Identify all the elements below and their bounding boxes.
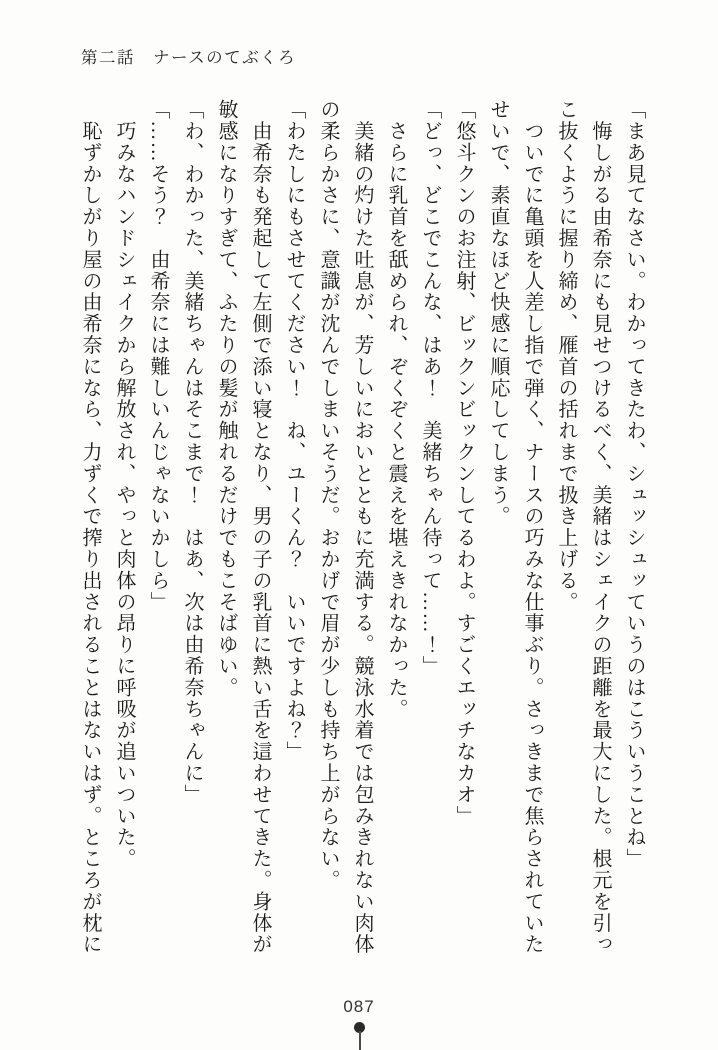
text-column: 美緒の灼けた吐息が、芳しいにおいとともに充満する。競泳水着では包みきれない肉体 <box>351 99 373 955</box>
footer-ornament-stem <box>359 1031 361 1050</box>
text-column: 由希奈も発起して左側で添い寝となり、男の子の乳首に熱い舌を這わせてきた。身体が <box>249 99 271 955</box>
text-column: せいで、素直なほど快感に順応してしまう。 <box>487 99 509 527</box>
text-column: 敏感になりすぎて、ふたりの髪が触れるだけでもこそばゆい。 <box>215 99 237 699</box>
text-column: 「わたしにもさせてください！ ね、ユーくん？ いいですよね？」 <box>283 99 305 763</box>
text-column: 巧みなハンドシェイクから解放され、やっと肉体の昂りに呼吸が追いついた。 <box>113 99 135 870</box>
text-column: 「まあ見てなさい。わかってきたわ、シュッシュッていうのはこういうことね」 <box>623 99 645 870</box>
page-number: 087 <box>343 997 375 1016</box>
text-column: 「どっ、どこでこんな、はあ！ 美緒ちゃん待って……！」 <box>419 99 441 677</box>
vertical-text-body <box>73 99 651 1004</box>
running-head-chapter-title: 第二話 ナースのてぶくろ <box>81 48 297 67</box>
text-column: 「わ、わかった、美緒ちゃんはそこまで！ はあ、次は由希奈ちゃんに」 <box>181 99 203 806</box>
text-column: こ抜くように握り締め、雁首の括れまで扱き上げる。 <box>555 99 577 613</box>
text-column: さらに乳首を舐められ、ぞくぞくと震えを堪えきれなかった。 <box>385 99 407 720</box>
text-column: の柔らかさに、意識が沈んでしまいそうだ。おかげで眉が少しも持ち上がらない。 <box>317 99 339 891</box>
text-column: 「悠斗クンのお注射、ビックンビックンしてるわよ。すごくエッチなカオ」 <box>453 99 475 827</box>
text-column: ついでに亀頭を人差し指で弾く、ナースの巧みな仕事ぶり。さっきまで焦らされていた <box>521 99 543 955</box>
text-column: 「……そう？ 由希奈には難しいんじゃないかしら」 <box>147 99 169 613</box>
text-column: 恥ずかしがり屋の由希奈になら、力ずくで搾り出されることはないはず。ところが枕に <box>79 99 101 955</box>
text-column: 悔しがる由希奈にも見せつけるべく、美緒はシェイクの距離を最大にした。根元を引っ <box>589 99 611 955</box>
